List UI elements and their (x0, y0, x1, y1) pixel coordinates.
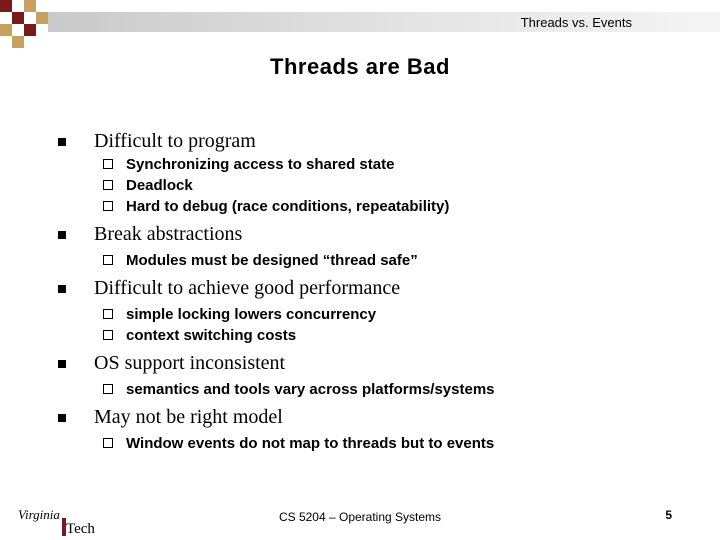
sub-bullet-item (56, 304, 696, 325)
sub-bullet-item (56, 325, 696, 346)
sub-bullet-text: context switching costs (126, 327, 297, 344)
page-number: 5 (665, 508, 672, 522)
bullet-text: OS support inconsistent (94, 352, 286, 374)
sub-bullet-item (56, 154, 696, 175)
header-title: Threads vs. Events (520, 15, 632, 30)
sub-bullet-text: simple locking lowers concurrency (126, 306, 377, 323)
hollow-square-bullet-icon (103, 255, 113, 265)
hollow-square-bullet-icon (103, 384, 113, 394)
bullet-text: Break abstractions (94, 223, 243, 245)
hollow-square-bullet-icon (103, 330, 113, 340)
square-bullet-icon (58, 360, 66, 368)
bullet-list (56, 128, 696, 454)
sub-bullet-text: Hard to debug (race conditions, repeatability) (126, 198, 450, 215)
svg-text:Virginia: Virginia (18, 507, 60, 522)
footer-course: CS 5204 – Operating Systems (278, 510, 442, 524)
sub-bullet-text: Modules must be designed “thread safe” (126, 252, 418, 269)
sub-bullet-item (56, 196, 696, 217)
sub-bullet-text: Window events do not map to threads but to events (126, 435, 495, 452)
sub-bullet-item (56, 250, 696, 271)
sub-bullet-text: Synchronizing access to shared state (126, 156, 395, 173)
sub-bullet-text: semantics and tools vary across platforms/systems (126, 381, 495, 398)
sub-bullet-item (56, 379, 696, 400)
hollow-square-bullet-icon (103, 309, 113, 319)
bullet-text: May not be right model (94, 406, 283, 428)
bullet-text: Difficult to achieve good performance (94, 277, 401, 299)
sub-bullet-item (56, 175, 696, 196)
bullet-item (56, 404, 696, 430)
bullet-item (56, 128, 696, 154)
hollow-square-bullet-icon (103, 201, 113, 211)
square-bullet-icon (58, 138, 66, 146)
bullet-item (56, 221, 696, 247)
bullet-item (56, 275, 696, 301)
hollow-square-bullet-icon (103, 438, 113, 448)
svg-text:Tech: Tech (66, 521, 95, 537)
bullet-item (56, 350, 696, 376)
sub-bullet-item (56, 433, 696, 454)
hollow-square-bullet-icon (103, 180, 113, 190)
bullet-text: Difficult to program (94, 130, 256, 152)
square-bullet-icon (58, 285, 66, 293)
slide-title: Threads are Bad (270, 54, 450, 79)
square-bullet-icon (58, 231, 66, 239)
sub-bullet-text: Deadlock (126, 177, 193, 194)
hollow-square-bullet-icon (103, 159, 113, 169)
square-bullet-icon (58, 414, 66, 422)
